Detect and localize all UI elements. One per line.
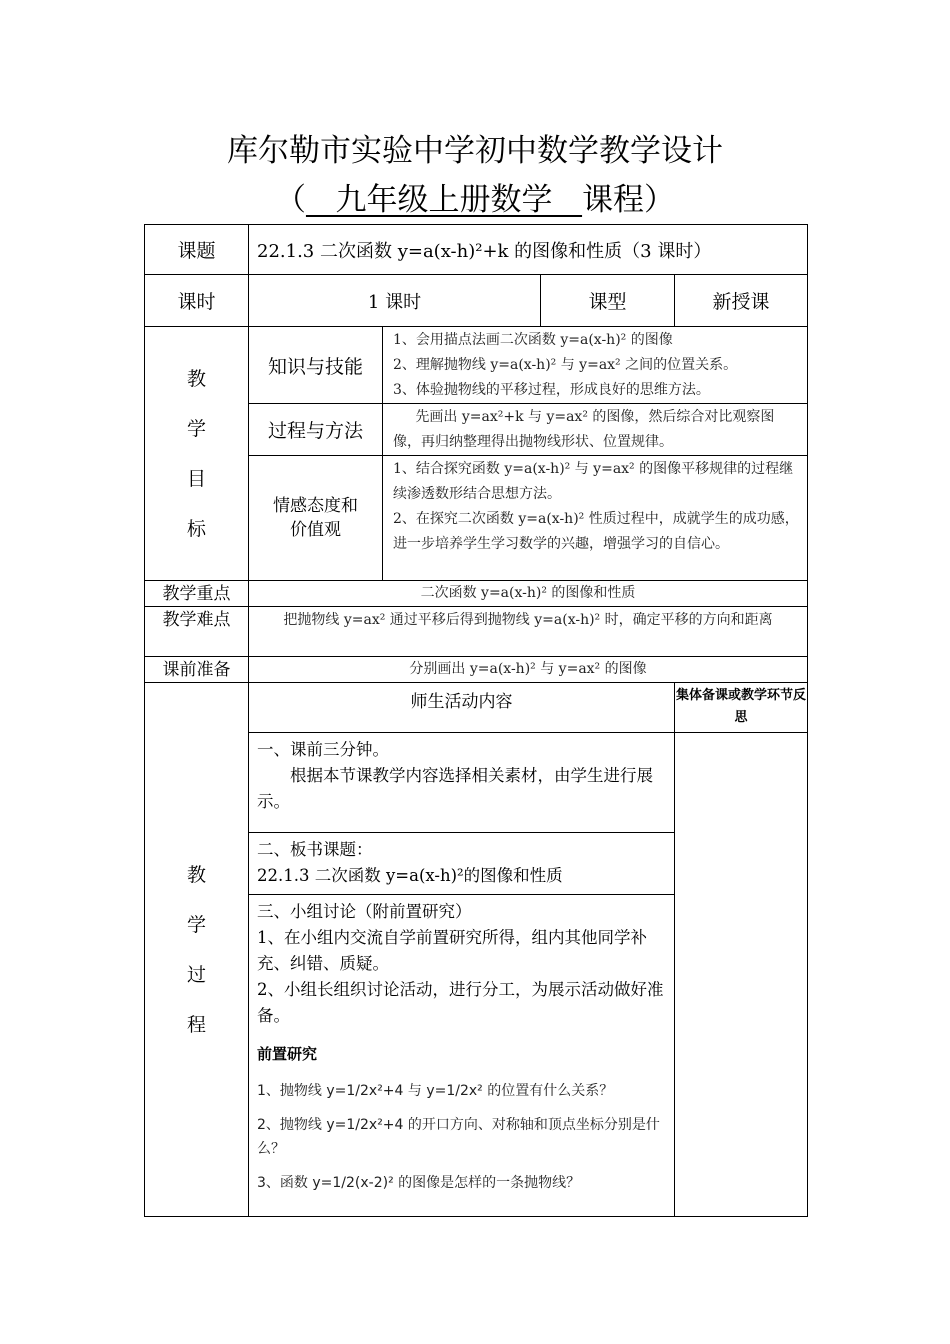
process-header-row <box>145 683 808 733</box>
preparation-label: 课前准备 <box>145 657 249 683</box>
reflection-header: 集体备课或教学环节反思 <box>675 683 808 733</box>
key-point-row <box>145 581 808 607</box>
preparation-value: 分别画出 y=a(x-h)² 与 y=ax² 的图像 <box>249 657 808 683</box>
course-suffix: 课程） <box>582 182 676 218</box>
process-label: 教 学 过 程 <box>145 683 249 1217</box>
reflection-cell <box>675 733 808 1217</box>
pre-class-section <box>249 733 675 833</box>
knowledge-skills-label: 知识与技能 <box>249 327 383 404</box>
pre-study-title: 前置研究 <box>257 1045 318 1063</box>
attitude-values-label: 情感态度和 价值观 <box>249 456 383 581</box>
attitude-item: 1、结合探究函数 y=a(x-h)² 与 y=ax² 的图像平移规律的过程继续渗透数形结合思想方法。 <box>393 461 794 502</box>
pre-study-question: 2、抛物线 y=1/2x²+4 的开口方向、对称轴和顶点坐标分别是什么？ <box>257 1117 660 1157</box>
knowledge-skills-content <box>383 327 808 404</box>
section-heading: 二、板书课题： <box>257 840 373 859</box>
knowledge-item: 3、体验抛物线的平移过程，形成良好的思维方法。 <box>393 382 710 398</box>
process-method-label: 过程与方法 <box>249 404 383 456</box>
course-open-paren: （ <box>274 182 306 218</box>
section-body: 22.1.3 二次函数 y=a(x-h)²的图像和性质 <box>257 866 563 885</box>
document-title: 库尔勒市实验中学初中数学教学设计 <box>227 133 723 169</box>
section-heading: 一、课前三分钟。 <box>257 740 389 759</box>
period-row <box>145 275 808 327</box>
topic-label: 课题 <box>145 225 249 275</box>
section-body: 根据本节课教学内容选择相关素材，由学生进行展示。 <box>257 766 653 811</box>
pre-study-question: 1、抛物线 y=1/2x²+4 与 y=1/2x² 的位置有什么关系？ <box>257 1083 614 1099</box>
attitude-values-content <box>383 456 808 581</box>
knowledge-item: 2、理解抛物线 y=a(x-h)² 与 y=ax² 之间的位置关系。 <box>393 357 738 373</box>
board-topic-section <box>249 833 675 895</box>
preparation-row <box>145 657 808 683</box>
difficulty-label: 教学难点 <box>145 607 249 657</box>
key-point-value: 二次函数 y=a(x-h)² 的图像和性质 <box>249 581 808 607</box>
difficulty-row <box>145 607 808 657</box>
period-value: 1 课时 <box>249 275 541 327</box>
group-discussion-section <box>249 895 675 1217</box>
lesson-type-value: 新授课 <box>675 275 808 327</box>
period-label: 课时 <box>145 275 249 327</box>
discussion-point: 2、小组长组织讨论活动，进行分工，为展示活动做好准备。 <box>257 980 664 1025</box>
topic-row <box>145 225 808 275</box>
course-line <box>0 180 950 220</box>
attitude-item: 2、在探究二次函数 y=a(x-h)² 性质过程中，成就学生的成功感，进一步培养学生学习数学的兴趣，增强学习的自信心。 <box>393 511 799 552</box>
lesson-plan-table <box>144 224 808 1217</box>
goal-knowledge-row <box>145 327 808 404</box>
topic-value: 22.1.3 二次函数 y=a(x-h)²+k 的图像和性质（3 课时） <box>249 225 808 275</box>
course-name: 九年级上册数学 <box>305 182 583 218</box>
process-method-content: 先画出 y=ax²+k 与 y=ax² 的图像，然后综合对比观察图像，再归纳整理得出抛物线形状、位置规律。 <box>383 404 808 456</box>
lesson-type-label: 课型 <box>541 275 675 327</box>
pre-study-question: 3、函数 y=1/2(x-2)² 的图像是怎样的一条抛物线？ <box>257 1175 581 1191</box>
key-point-label: 教学重点 <box>145 581 249 607</box>
activity-content-header: 师生活动内容 <box>249 683 675 733</box>
section-heading: 三、小组讨论（附前置研究） <box>257 902 472 921</box>
difficulty-value: 把抛物线 y=ax² 通过平移后得到抛物线 y=a(x-h)² 时，确定平移的方向和距离 <box>249 607 808 657</box>
discussion-point: 1、在小组内交流自学前置研究所得，组内其他同学补充、纠错、质疑。 <box>257 928 647 973</box>
knowledge-item: 1、会用描点法画二次函数 y=a(x-h)² 的图像 <box>393 332 673 348</box>
goals-label: 教 学 目 标 <box>145 327 249 581</box>
